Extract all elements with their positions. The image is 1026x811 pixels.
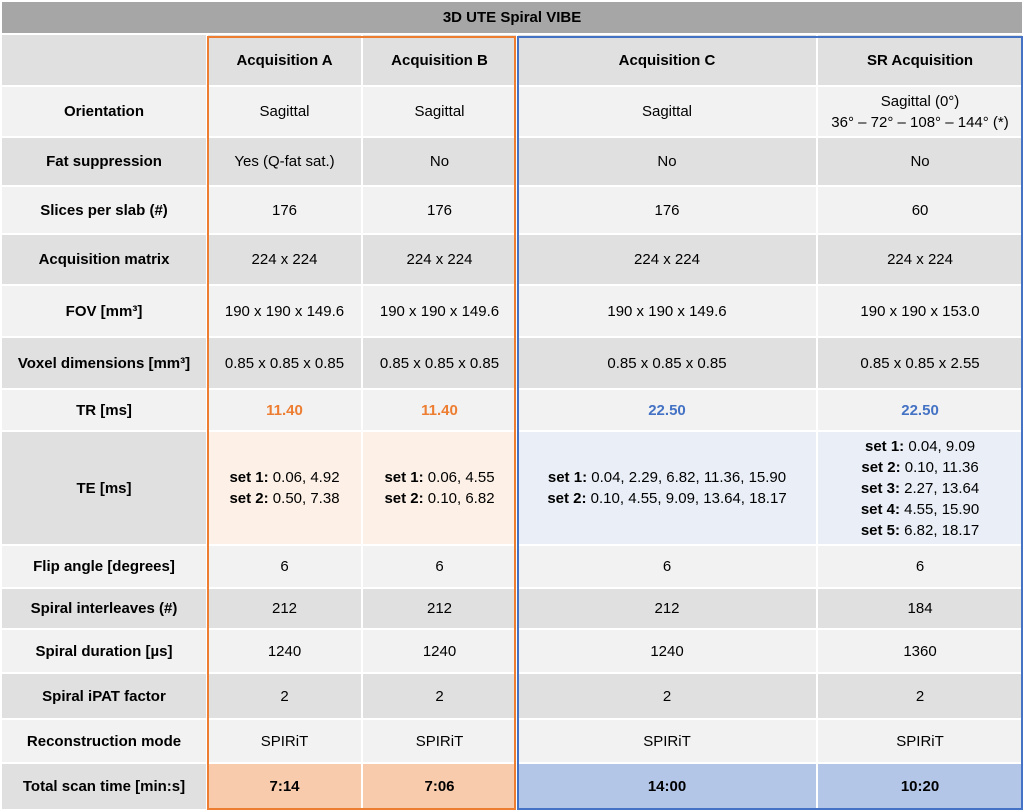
cell-a: 224 x 224 bbox=[207, 234, 362, 285]
te-line: set 1: 0.04, 2.29, 6.82, 11.36, 15.90 bbox=[547, 469, 787, 486]
header-row bbox=[1, 34, 1023, 86]
te-line: set 2: 0.10, 6.82 bbox=[384, 490, 495, 507]
row-slices bbox=[1, 186, 1023, 234]
cell-b: 224 x 224 bbox=[362, 234, 517, 285]
te-line: set 5: 6.82, 18.17 bbox=[860, 521, 980, 539]
header-sr-acq: SR Acquisition bbox=[817, 34, 1023, 86]
row-label: Reconstruction mode bbox=[1, 719, 207, 763]
header-acq-b: Acquisition B bbox=[362, 34, 517, 86]
cell-c: 6 bbox=[517, 545, 817, 588]
row-label: Voxel dimensions [mm³] bbox=[1, 337, 207, 389]
row-tr bbox=[1, 389, 1023, 431]
row-te bbox=[1, 431, 1023, 545]
table-title: 3D UTE Spiral VIBE bbox=[1, 1, 1023, 34]
row-voxel bbox=[1, 337, 1023, 389]
row-label: FOV [mm³] bbox=[1, 285, 207, 337]
cell-c: 1240 bbox=[517, 629, 817, 673]
cell-c: 2 bbox=[517, 673, 817, 719]
cell-b: 11.40 bbox=[362, 389, 517, 431]
cell-sr bbox=[817, 431, 1023, 545]
cell-sr: 190 x 190 x 153.0 bbox=[817, 285, 1023, 337]
cell-a: 212 bbox=[207, 588, 362, 629]
cell-sr: 2 bbox=[817, 673, 1023, 719]
cell-b: 176 bbox=[362, 186, 517, 234]
cell-b: 6 bbox=[362, 545, 517, 588]
row-label: Slices per slab (#) bbox=[1, 186, 207, 234]
cell-sr bbox=[817, 86, 1023, 137]
te-line: set 3: 2.27, 13.64 bbox=[860, 479, 980, 497]
cell-c: 224 x 224 bbox=[517, 234, 817, 285]
cell-sr: 224 x 224 bbox=[817, 234, 1023, 285]
row-total-time bbox=[1, 763, 1023, 810]
te-line: set 2: 0.50, 7.38 bbox=[229, 490, 340, 507]
cell-c: 212 bbox=[517, 588, 817, 629]
cell-a: 1240 bbox=[207, 629, 362, 673]
cell-c: 176 bbox=[517, 186, 817, 234]
header-corner bbox=[1, 34, 207, 86]
row-fov bbox=[1, 285, 1023, 337]
cell-c bbox=[517, 431, 817, 545]
cell-c: 190 x 190 x 149.6 bbox=[517, 285, 817, 337]
cell-c: 14:00 bbox=[517, 763, 817, 810]
sr-orientation-line1: Sagittal (0°) bbox=[880, 92, 960, 110]
header-acq-a: Acquisition A bbox=[207, 34, 362, 86]
cell-c: 0.85 x 0.85 x 0.85 bbox=[517, 337, 817, 389]
cell-sr: 6 bbox=[817, 545, 1023, 588]
row-recon bbox=[1, 719, 1023, 763]
title-row bbox=[1, 1, 1023, 34]
cell-sr: 0.85 x 0.85 x 2.55 bbox=[817, 337, 1023, 389]
te-line: set 2: 0.10, 4.55, 9.09, 13.64, 18.17 bbox=[547, 490, 787, 507]
row-label: Total scan time [min:s] bbox=[1, 763, 207, 810]
cell-b: 2 bbox=[362, 673, 517, 719]
row-label: Acquisition matrix bbox=[1, 234, 207, 285]
row-label: Spiral duration [µs] bbox=[1, 629, 207, 673]
row-label: Fat suppression bbox=[1, 137, 207, 186]
cell-b: 190 x 190 x 149.6 bbox=[362, 285, 517, 337]
cell-a: Sagittal bbox=[207, 86, 362, 137]
row-duration bbox=[1, 629, 1023, 673]
row-label: Flip angle [degrees] bbox=[1, 545, 207, 588]
cell-b: 1240 bbox=[362, 629, 517, 673]
cell-b: SPIRiT bbox=[362, 719, 517, 763]
cell-sr: SPIRiT bbox=[817, 719, 1023, 763]
row-label: Spiral interleaves (#) bbox=[1, 588, 207, 629]
cell-a: 2 bbox=[207, 673, 362, 719]
cell-b bbox=[362, 431, 517, 545]
cell-c: 22.50 bbox=[517, 389, 817, 431]
row-label: TE [ms] bbox=[1, 431, 207, 545]
row-label: TR [ms] bbox=[1, 389, 207, 431]
cell-c: No bbox=[517, 137, 817, 186]
header-acq-c: Acquisition C bbox=[517, 34, 817, 86]
cell-a: 11.40 bbox=[207, 389, 362, 431]
row-interleaves bbox=[1, 588, 1023, 629]
te-line: set 4: 4.55, 15.90 bbox=[860, 500, 980, 518]
row-orientation bbox=[1, 86, 1023, 137]
cell-sr: 1360 bbox=[817, 629, 1023, 673]
row-label: Orientation bbox=[1, 86, 207, 137]
row-matrix bbox=[1, 234, 1023, 285]
cell-a: SPIRiT bbox=[207, 719, 362, 763]
cell-c: Sagittal bbox=[517, 86, 817, 137]
cell-a: 190 x 190 x 149.6 bbox=[207, 285, 362, 337]
cell-sr: 22.50 bbox=[817, 389, 1023, 431]
cell-c: SPIRiT bbox=[517, 719, 817, 763]
cell-b: Sagittal bbox=[362, 86, 517, 137]
cell-a bbox=[207, 431, 362, 545]
te-line: set 1: 0.04, 9.09 bbox=[864, 437, 976, 455]
cell-sr: No bbox=[817, 137, 1023, 186]
row-flip-angle bbox=[1, 545, 1023, 588]
te-line: set 1: 0.06, 4.92 bbox=[229, 469, 340, 486]
sr-orientation-line2: 36° – 72° – 108° – 144° (*) bbox=[831, 113, 1009, 131]
cell-a: Yes (Q-fat sat.) bbox=[207, 137, 362, 186]
cell-sr: 184 bbox=[817, 588, 1023, 629]
cell-a: 176 bbox=[207, 186, 362, 234]
cell-a: 6 bbox=[207, 545, 362, 588]
cell-a: 7:14 bbox=[207, 763, 362, 810]
cell-sr: 10:20 bbox=[817, 763, 1023, 810]
te-line: set 2: 0.10, 11.36 bbox=[861, 458, 979, 476]
row-fat-suppression bbox=[1, 137, 1023, 186]
row-ipat bbox=[1, 673, 1023, 719]
cell-b: No bbox=[362, 137, 517, 186]
cell-b: 0.85 x 0.85 x 0.85 bbox=[362, 337, 517, 389]
cell-sr: 60 bbox=[817, 186, 1023, 234]
te-line: set 1: 0.06, 4.55 bbox=[384, 469, 495, 486]
row-label: Spiral iPAT factor bbox=[1, 673, 207, 719]
cell-a: 0.85 x 0.85 x 0.85 bbox=[207, 337, 362, 389]
cell-b: 212 bbox=[362, 588, 517, 629]
cell-b: 7:06 bbox=[362, 763, 517, 810]
